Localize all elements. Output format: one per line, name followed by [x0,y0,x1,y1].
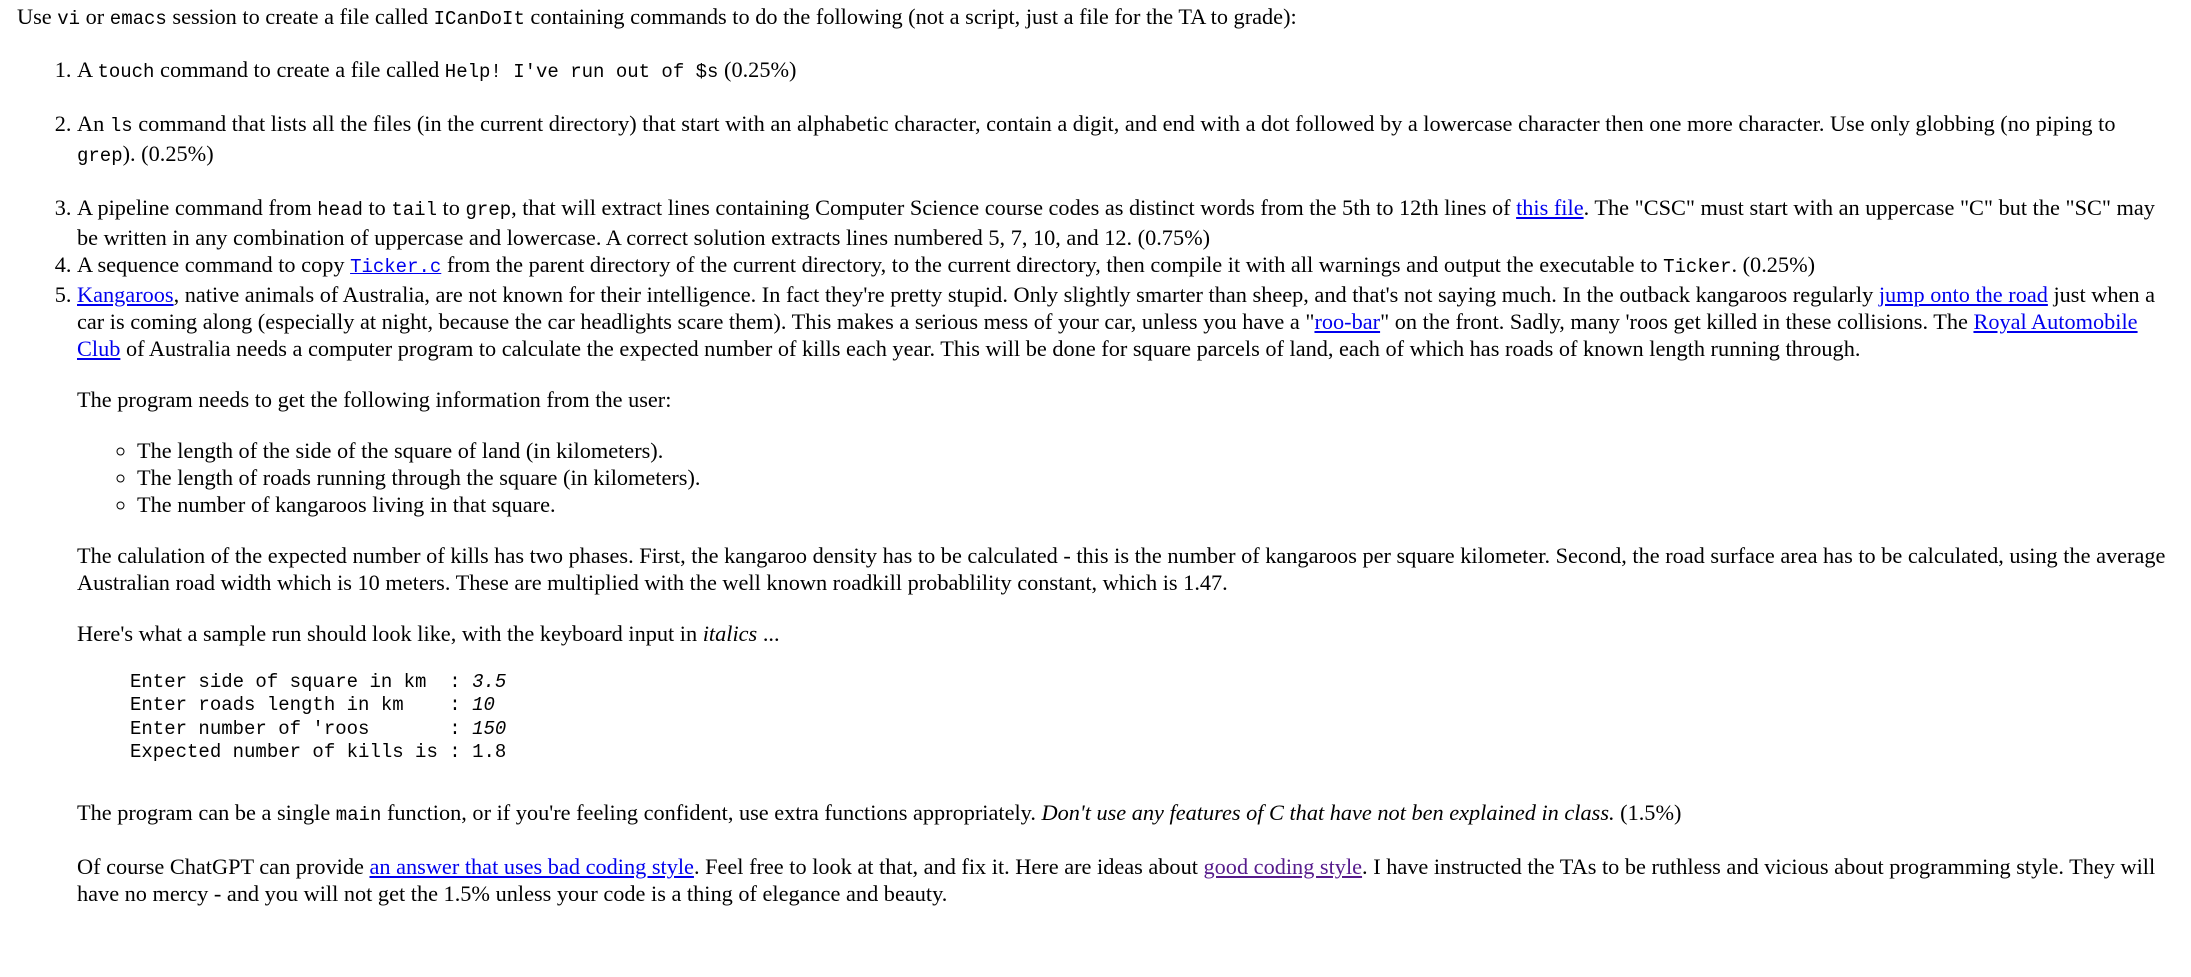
ticker-c-link[interactable]: Ticker.c [350,256,442,278]
sample-intro-text: ... [757,621,780,646]
sample-intro [77,620,2174,647]
code-ls: ls [109,115,133,137]
chatgpt-paragraph [77,853,2174,907]
roo-bar-link[interactable]: roo-bar [1314,309,1381,334]
inputs-list [77,437,2174,518]
sample-line [130,694,495,716]
sample-line [130,671,506,693]
sample-output: 1.8 [472,740,507,763]
task-text: A [77,57,98,82]
intro-text: or [80,4,110,29]
task-text: command to create a file called [154,57,445,82]
sample-line [130,718,506,740]
input-item-kangaroos: ◦ The number of kangaroos living in that square. [137,491,2174,518]
task-text: . Feel free to look at that, and fix it. Here are ideas about [693,854,1204,880]
task-text: A sequence command to copy [77,252,351,277]
warning-italic: Don't use any features of C that have not ben explained in class. [1041,800,1615,826]
sample-input: 3.5 [472,671,507,693]
intro-text: session to create a file called [166,4,434,29]
code-emacs: emacs [109,8,167,30]
input-item-side: ◦ The length of the side of the square of land (in kilometers). [137,437,2174,464]
input-item-roads: ◦ The length of roads running through the square (in kilometers). [137,464,2174,491]
task-text: (0.25%) [718,57,797,82]
sample-run [130,671,2174,764]
code-main: main [335,804,382,827]
task-text: to [436,195,466,220]
task-text: , that will extract lines containing Computer Science course codes as distinct words from the 5th to 12th lines of [511,195,1517,220]
this-file-link[interactable]: this file [1516,195,1584,220]
sample-prompt: Expected number of kills is : [130,740,473,763]
code-grep: grep [465,199,512,221]
task-text: to [362,195,392,220]
sample-prompt: Enter number of 'roos : [130,717,473,740]
sample-line [130,741,506,763]
jump-onto-road-link[interactable]: jump onto the road [1878,282,2048,307]
sample-prompt: Enter side of square in km : [130,671,473,693]
task-item-touch [77,56,2174,86]
royal-automobile-club-link[interactable]: Royal Automobile Club [77,309,2138,361]
task-text: A pipeline command from [77,195,318,220]
task-text: just when a car is coming along (especially at night, because the car headlights scare them). This makes a serious mess of your car, unless you have a " [77,282,2156,334]
task-text: of Australia needs a computer program to calculate the expected number of kills each year. This will be done for square parcels of land, each of which has roads of known length running through. [120,336,1861,361]
kangaroos-link[interactable]: Kangaroos [77,282,174,307]
kangaroo-paragraph [77,281,2174,362]
sample-intro-text: Here's what a sample run should look like, with the keyboard input in [77,621,703,646]
task-text: . (0.25%) [1731,252,1816,277]
code-touch: touch [97,61,155,83]
sample-input: 10 [472,694,495,717]
task-text: (1.5%) [1614,800,1682,826]
task-text: . I have instructed the TAs to be ruthless and vicious about programming style. They will have no mercy - and you will not get the 1.5% unless your code is a thing of elegance and beauty. [77,854,2156,907]
calculation-paragraph: The calulation of the expected number of kills has two phases. First, the kangaroo density has to be calculated - this is the number of kangaroos per square kilometer. Second, the road surface area has to be calculated, using the average Australian road width which is 10 meters. These are multiplied with the well known roadkill probablility constant, which is 1.47. [77,543,2166,595]
good-coding-style-link[interactable]: good coding style [1203,854,1363,880]
sample-input: 150 [472,717,507,740]
task-item-pipeline [77,194,2174,251]
code-vi: vi [57,8,81,30]
task-text: ). (0.25%) [122,141,214,166]
code-head: head [317,199,363,221]
code-help-filename: Help! I've run out of $s [444,61,719,83]
task-text: function, or if you're feeling confident, use extra functions appropriately. [381,800,1042,826]
code-grep: grep [77,145,123,167]
task-text: , native animals of Australia, are not known for their intelligence. In fact they're pretty stupid. Only slightly smarter than sheep, and that's not saying much. In the outback kangaroos regularly [173,282,1879,307]
italics-word: italics [702,621,758,646]
task-item-sequence [77,251,2174,281]
task-text: command that lists all the files (in the current directory) that start with an alphabetic character, contain a digit, and end with a dot followed by a lowercase character then one more character. Use only globbing (no piping to [132,111,2116,136]
code-ticker: Ticker [1663,256,1732,278]
task-text: The program can be a single [77,800,336,826]
task-list [17,56,2174,907]
code-tail: tail [391,199,437,221]
sample-prompt: Enter roads length in km : [130,694,473,717]
task-text: from the parent directory of the current directory, to the current directory, then compile it with all warnings and output the executable to [441,252,1664,277]
task-item-kangaroos [77,281,2174,907]
task-text: " on the front. Sadly, many 'roos get killed in these collisions. The [1380,309,1974,334]
intro-text: Use [17,4,58,29]
task-item-ls [77,110,2174,170]
intro-text: containing commands to do the following (not a script, just a file for the TA to grade): [524,4,1297,29]
intro-paragraph [17,3,2174,33]
task-text: Of course ChatGPT can provide [77,854,370,880]
single-function-paragraph [77,799,2174,829]
inputs-intro: The program needs to get the following information from the user: [77,387,672,412]
bad-coding-style-link[interactable]: an answer that uses bad coding style [369,854,694,880]
task-text: An [77,111,110,136]
task-text: . The "CSC" must start with an uppercase "C" but the "SC" may be written in any combination of uppercase and lowercase. A correct solution extracts lines numbered 5, 7, 10, and 12. (0.75%) [77,195,2155,250]
code-filename: ICanDoIt [433,8,525,30]
